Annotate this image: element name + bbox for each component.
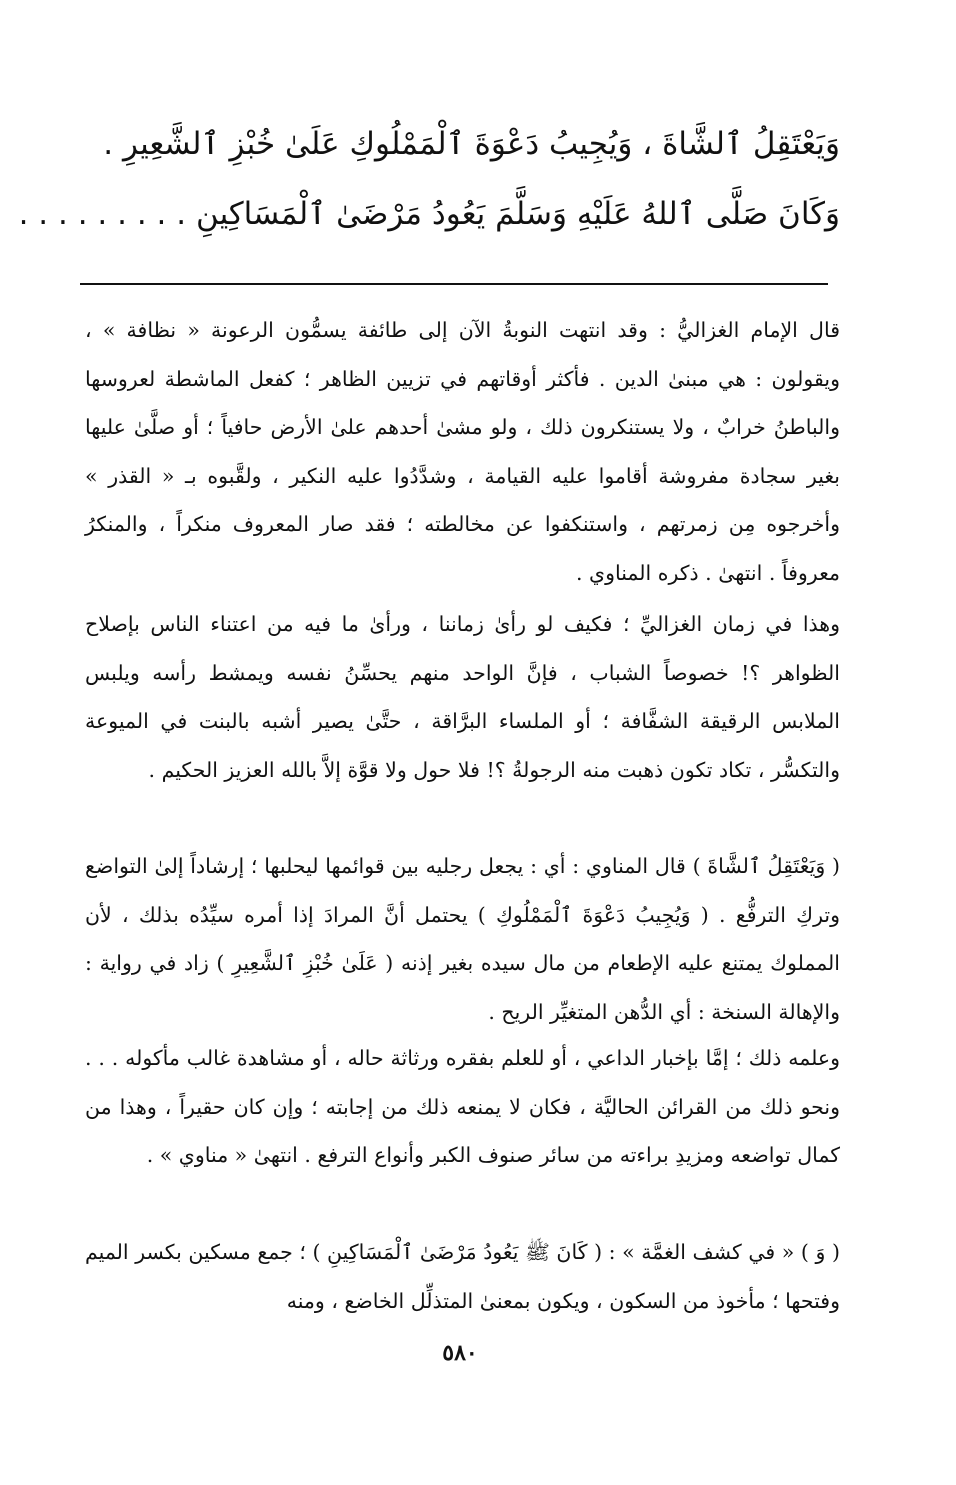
commentary-paragraph: وهذا في زمان الغزاليِّ ؛ فكيف لو رأىٰ زماننا ، ورأىٰ ما فيه من اعتناء الناس بإصلاح الظواهر ؟! خصوصاً الشباب ، فإنَّ الواحد منهم يحسِّنُ نفسه ويمشط رأسه ويلبس الملابس الرقيقة الشفَّافة ؛ أو الملساء البرَّاقة ، حتَّىٰ يصير أشبه بالبنت في الميوعة والتكسُّر ، تكاد تكون ذهبت منه الرجولةُ ؟! فلا حول ولا قوَّة إلاَّ بالله العزيز الحكيم . [85, 612, 840, 782]
commentary-paragraph: ( وَ ) « في كشف الغمَّة » : ( كَانَ ﷺ يَعُودُ مَرْضَىٰ ٱلْمَسَاكِينِ ) ؛ جمع مسكين بكسر الميم وفتحها ؛ مأخوذ من السكون ، ويكون بمعنىٰ المتذلِّل الخاضع ، ومنه [85, 1240, 840, 1313]
commentary-paragraph: وعلمه ذلك ؛ إمَّا بإخبار الداعي ، أو للعلم بفقره ورثاثة حاله ، أو مشاهدة غالب مأكوله . . . ونحو ذلك من القرائن الحاليَّة ، فكان لا يمنعه ذلك من إجابته ؛ وإن كان حقيراً ، وهذا من كمال تواضعه ومزيدِ براءته من سائر صنوف الكبر وأنواع الترفع . انتهىٰ « مناوي » . [85, 1046, 840, 1167]
commentary-paragraph: ( وَيَعْتَقِلُ ٱلشَّاةَ ) قال المناوي : أي : يجعل رجليه بين قوائمها ليحلبها ؛ إرشاداً إلىٰ التواضع وتركِ الترفُّع . ( وَيُجِيبُ دَعْوَةَ ٱلْمَمْلُوكِ ) يحتمل أنَّ المرادَ إذا أمره سيِّدُه بذلك ، لأن المملوك يمتنع عليه الإطعام من مال سيده بغير إذنه ( عَلَىٰ خُبْزِ ٱلشَّعِيرِ ) زاد في رواية : والإهالة السنخة : أي الدُّهن المتغيِّر الريح . [85, 854, 840, 1024]
hadith-verse-line: وَكَانَ صَلَّى ٱللهُ عَلَيْهِ وَسَلَّمَ يَعُودُ مَرْضَىٰ ٱلْمَسَاكِينِ . . . . . . . . . [18, 196, 840, 232]
hadith-verse-line: وَيَعْتَقِلُ ٱلشَّاةَ ، وَيُجِيبُ دَعْوَةَ ٱلْمَمْلُوكِ عَلَىٰ خُبْزِ ٱلشَّعِيرِ . [103, 126, 840, 162]
page-number: ٥٨٠ [442, 1340, 478, 1366]
footnote-divider [80, 283, 828, 285]
book-page [18, 0, 840, 1485]
commentary-paragraph: قال الإمام الغزاليُّ : وقد انتهت النوبةُ الآن إلى طائفة يسمُّون الرعونة « نظافة » ، ويقولون : هي مبنىٰ الدين . فأكثر أوقاتهم في تزيين الظاهر ؛ كفعل الماشطة لعروسها والباطنُ خرابٌ ، ولا يستنكرون ذلك ، ولو مشىٰ أحدهم علىٰ الأرض حافياً ؛ أو صلَّىٰ عليها بغير سجادة مفروشة أقاموا عليه القيامة ، وشدَّدُوا عليه النكير ، ولقَّبوه بـ « القذر » وأخرجوه مِن زمرتهم ، واستنكفوا عن مخالطته ؛ فقد صار المعروف منكراً ، والمنكرُ معروفاً . انتهىٰ . ذكره المناوي . [85, 318, 840, 585]
